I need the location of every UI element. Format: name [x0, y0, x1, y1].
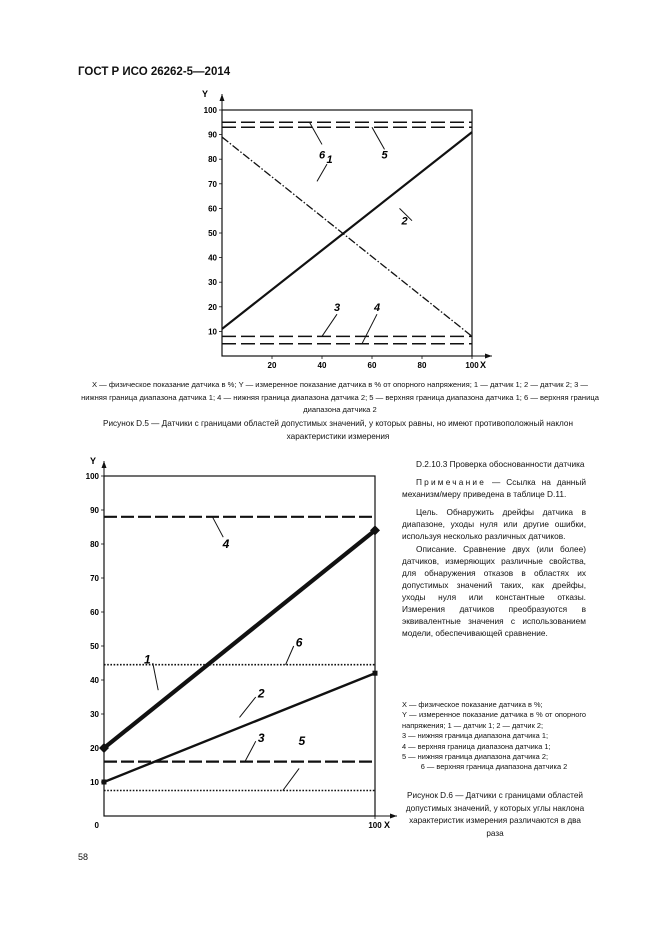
- leader-line-3: [322, 314, 337, 336]
- y-tick-label: 90: [90, 506, 99, 515]
- series-label-6: 6: [318, 149, 326, 162]
- figure-d6-caption: Рисунок D.6 — Датчики с границами областей допустимых значений, у которых углы наклона характеристик измерения различаются в два раза: [405, 791, 585, 838]
- leader-line-5: [283, 768, 299, 790]
- leader-line-3: [245, 741, 256, 761]
- figure-d5-legend: X — физическое показание датчика в %; Y — измеренное показание датчика в % от опорного напряжения; 1 — датчик 1; 2 — датчик 2; 3 — нижняя граница диапазона датчика 1; 4 — нижняя граница диапазона датчика 2; 5 — верхняя граница диапазона датчика 1; 6 — верхняя граница диапазона датчика 2: [81, 380, 599, 414]
- leader-line-2: [240, 697, 256, 717]
- y-tick-label: 60: [90, 608, 99, 617]
- y-tick-label: 90: [208, 130, 217, 140]
- series-label-3: 3: [257, 730, 265, 745]
- series-label-5: 5: [298, 734, 306, 749]
- y-tick-label: 70: [90, 574, 99, 583]
- y-tick-label: 40: [90, 676, 99, 685]
- series-label-4: 4: [373, 301, 381, 314]
- series-line-2: [104, 673, 375, 782]
- x-tick-label: 20: [267, 361, 277, 370]
- note: [402, 476, 586, 500]
- legend-line: 5 — нижняя граница диапазона датчика 2;: [402, 752, 549, 762]
- series-label-2: 2: [257, 686, 265, 701]
- y-tick-label: 20: [208, 302, 217, 312]
- y-tick-label: 100: [203, 106, 217, 115]
- page-number: 58: [78, 852, 89, 862]
- y-tick-label: 20: [90, 744, 99, 753]
- figure-d6-legend: [402, 700, 586, 773]
- y-tick-label: 50: [90, 642, 99, 651]
- y-axis-arrow: [220, 94, 225, 101]
- marker-series-2-start: [102, 780, 107, 785]
- x-tick-label: 100: [465, 361, 479, 370]
- y-tick-label: 80: [208, 155, 217, 165]
- leader-line-4: [362, 314, 377, 344]
- y-tick-label: 30: [90, 710, 99, 719]
- series-label-1: 1: [144, 652, 151, 667]
- description-paragraph: Описание. Сравнение двух (или более) датчиков, измеряющих различные свойства, для обнаружения отказов в областях их допустимых значений таких, как дрейфы, уходы нуля или константные отказы. Измерения датчиков преобразуются в эквивалентные значения с использованием модели, обеспечивающей сравнение.: [402, 543, 586, 639]
- y-axis-label: Y: [202, 89, 209, 99]
- x-tick-label: 80: [417, 361, 427, 370]
- legend-line: Y — измеренное показание датчика в % от опорного напряжения; 1 — датчик 1; 2 — датчик 2;: [402, 710, 586, 730]
- leader-line-5: [372, 127, 385, 149]
- series-label-1: 1: [326, 154, 333, 167]
- y-tick-label: 10: [208, 327, 217, 337]
- y-tick-label: 100: [85, 472, 99, 481]
- x-tick-label: 100: [368, 821, 382, 830]
- leader-line-6: [286, 646, 294, 665]
- figure-d5-caption: Рисунок D.5 — Датчики с границами областей допустимых значений, у которых равны, но имеют противоположный наклон характеристики измерения: [103, 419, 573, 441]
- series-label-5: 5: [381, 149, 388, 162]
- legend-line: 6 — верхняя граница диапазона датчика 2: [420, 762, 568, 772]
- y-axis-label: Y: [90, 456, 97, 466]
- series-label-2: 2: [401, 215, 408, 228]
- legend-line: 4 — верхняя граница диапазона датчика 1;: [402, 741, 551, 751]
- y-tick-label: 80: [90, 540, 99, 549]
- x-axis-label: X: [384, 820, 391, 830]
- leader-line-1: [317, 164, 327, 181]
- y-tick-label: 30: [208, 278, 217, 288]
- marker-series-2-end: [373, 671, 378, 676]
- series-line-1: [222, 137, 472, 336]
- legend-line: 3 — нижняя граница диапазона датчика 1;: [402, 731, 549, 741]
- y-tick-label: 10: [90, 778, 99, 787]
- section-heading: D.2.10.3 Проверка обоснованности датчика: [416, 459, 585, 469]
- y-axis-arrow: [102, 461, 107, 468]
- chart-d5: [202, 89, 492, 370]
- x-axis-arrow: [485, 354, 492, 359]
- note-label: Примечание: [416, 477, 487, 488]
- chart-d6: [86, 456, 397, 830]
- series-label-3: 3: [333, 301, 341, 314]
- y-tick-label: 50: [208, 229, 217, 238]
- x-axis-arrow: [390, 814, 397, 819]
- y-tick-label: 40: [208, 253, 217, 263]
- x-axis-label: X: [480, 360, 487, 370]
- x-tick-label: 40: [317, 361, 327, 370]
- document-header: ГОСТ Р ИСО 26262-5—2014: [78, 66, 231, 78]
- section-text: [402, 458, 586, 639]
- y-tick-label: 70: [208, 179, 217, 189]
- note-text: — Ссылка на данный механизм/меру приведена в таблице D.11.: [402, 477, 586, 500]
- series-line-1: [104, 530, 375, 748]
- goal-paragraph: Цель. Обнаружить дрейфы датчика в диапазоне, уходы нуля или другие ошибки, используя несколько различных датчиков.: [402, 507, 586, 542]
- legend-line: X — физическое показание датчика в %;: [402, 700, 543, 709]
- leader-line-6: [310, 122, 323, 144]
- x-origin-label: 0: [94, 821, 99, 830]
- x-tick-label: 60: [367, 361, 377, 370]
- leader-line-1: [153, 663, 158, 690]
- plot-frame: [222, 110, 472, 356]
- series-label-4: 4: [222, 537, 230, 551]
- series-line-2: [222, 132, 472, 329]
- series-label-6: 6: [295, 635, 303, 650]
- leader-line-4: [212, 517, 223, 537]
- y-tick-label: 60: [208, 204, 217, 214]
